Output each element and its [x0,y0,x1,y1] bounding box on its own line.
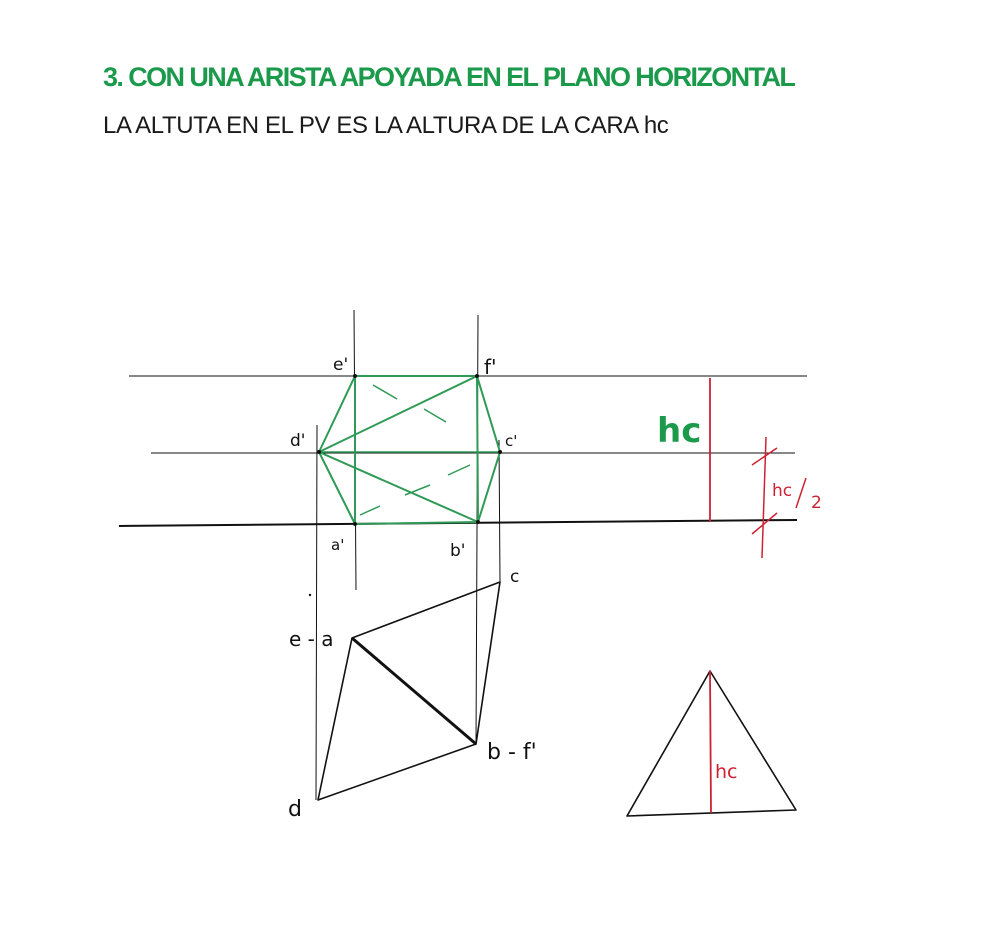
projection-line-d [316,425,317,800]
label-d: d [288,797,302,822]
label-hc-main: hc [657,411,702,451]
vertical-projection-lines [316,310,500,800]
hidden-lines [360,385,470,515]
label-b-f: b - f' [487,740,537,765]
hc-half-slash [796,478,806,508]
label-c-prime: c' [505,432,518,450]
top-view-edge-a-b [352,638,476,744]
hexagon-outline [319,376,500,524]
hidden-dash-1 [373,385,397,399]
label-hc-half-denominator: 2 [811,493,822,513]
label-c: c [510,567,520,587]
face-triangle [627,671,796,816]
label-hc-half-numerator: hc [772,481,793,501]
hc-half-tick-bottom [752,513,777,534]
label-a-prime: a' [331,536,345,554]
horizontal-reference-lines [119,376,807,526]
rhombus-outline [318,582,500,800]
hidden-dash-2 [424,409,446,422]
front-view-hexagon [319,376,500,524]
label-b-prime: b' [450,541,466,561]
page-title: 3. CON UNA ARISTA APOYADA EN EL PLANO HORIZONTAL [103,62,795,92]
label-e-a: e - a [289,627,334,651]
projection-line-c [499,440,500,582]
label-d-prime: d' [290,431,306,451]
hidden-dash-3 [360,506,380,515]
face-triangle-height [710,671,711,813]
label-f-prime: f' [484,355,497,379]
hidden-dash-4 [405,485,430,495]
diagonal-d-b [319,452,478,522]
label-hc-triangle: hc [715,761,738,783]
diagonal-d-f [319,376,477,452]
label-e-prime: e' [333,355,349,375]
page-subtitle: LA ALTUTA EN EL PV ES LA ALTURA DE LA CARA hc [103,112,669,139]
top-view-rhombus [318,582,500,800]
hidden-dash-5 [448,465,470,475]
edge-f-b [477,376,478,522]
